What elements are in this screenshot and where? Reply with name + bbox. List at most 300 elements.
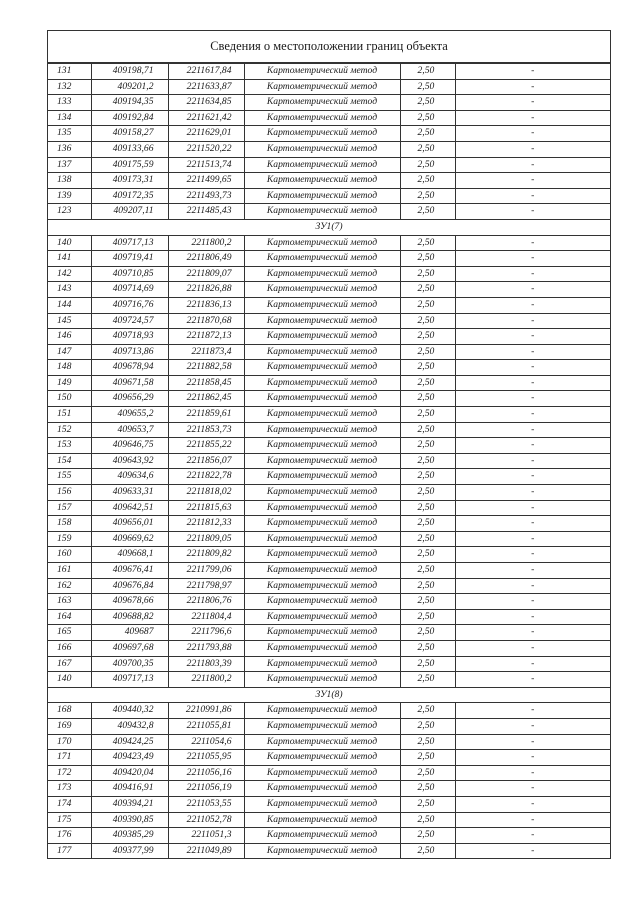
accuracy-cell: 2,50 bbox=[400, 79, 455, 95]
accuracy-cell: 2,50 bbox=[400, 500, 455, 516]
accuracy-cell: 2,50 bbox=[400, 609, 455, 625]
y-coordinate-cell: 2211855,22 bbox=[168, 438, 244, 454]
method-cell: Картометрический метод bbox=[244, 282, 400, 298]
point-number-cell: 140 bbox=[48, 235, 91, 251]
y-coordinate-cell: 2211796,6 bbox=[168, 625, 244, 641]
method-cell: Картометрический метод bbox=[244, 703, 400, 719]
description-cell: - bbox=[455, 781, 610, 797]
description-cell: - bbox=[455, 594, 610, 610]
y-coordinate-cell: 2211793,88 bbox=[168, 640, 244, 656]
y-coordinate-cell: 2211859,61 bbox=[168, 407, 244, 423]
x-coordinate-cell: 409669,62 bbox=[91, 531, 168, 547]
method-cell: Картометрический метод bbox=[244, 531, 400, 547]
point-number-cell: 153 bbox=[48, 438, 91, 454]
accuracy-cell: 2,50 bbox=[400, 765, 455, 781]
x-coordinate-cell: 409656,01 bbox=[91, 516, 168, 532]
x-coordinate-cell: 409714,69 bbox=[91, 282, 168, 298]
accuracy-cell: 2,50 bbox=[400, 656, 455, 672]
method-cell: Картометрический метод bbox=[244, 64, 400, 80]
y-coordinate-cell: 2211809,82 bbox=[168, 547, 244, 563]
table-row bbox=[48, 360, 610, 376]
description-cell: - bbox=[455, 64, 610, 80]
method-cell: Картометрический метод bbox=[244, 765, 400, 781]
y-coordinate-cell: 2211499,65 bbox=[168, 173, 244, 189]
accuracy-cell: 2,50 bbox=[400, 360, 455, 376]
point-number-cell: 140 bbox=[48, 672, 91, 688]
method-cell: Картометрический метод bbox=[244, 781, 400, 797]
method-cell: Картометрический метод bbox=[244, 656, 400, 672]
point-number-cell: 165 bbox=[48, 625, 91, 641]
method-cell: Картометрический метод bbox=[244, 563, 400, 579]
point-number-cell: 146 bbox=[48, 329, 91, 345]
x-coordinate-cell: 409416,91 bbox=[91, 781, 168, 797]
accuracy-cell: 2,50 bbox=[400, 375, 455, 391]
y-coordinate-cell: 2211054,6 bbox=[168, 734, 244, 750]
description-cell: - bbox=[455, 500, 610, 516]
table-row bbox=[48, 64, 610, 80]
point-number-cell: 166 bbox=[48, 640, 91, 656]
point-number-cell: 163 bbox=[48, 594, 91, 610]
y-coordinate-cell: 2211856,07 bbox=[168, 453, 244, 469]
description-cell: - bbox=[455, 235, 610, 251]
y-coordinate-cell: 2211513,74 bbox=[168, 157, 244, 173]
table-row bbox=[48, 796, 610, 812]
y-coordinate-cell: 2211809,07 bbox=[168, 266, 244, 282]
y-coordinate-cell: 2211798,97 bbox=[168, 578, 244, 594]
y-coordinate-cell: 2210991,86 bbox=[168, 703, 244, 719]
point-number-cell: 174 bbox=[48, 796, 91, 812]
description-cell: - bbox=[455, 79, 610, 95]
table-row bbox=[48, 609, 610, 625]
y-coordinate-cell: 2211862,45 bbox=[168, 391, 244, 407]
y-coordinate-cell: 2211799,06 bbox=[168, 563, 244, 579]
accuracy-cell: 2,50 bbox=[400, 796, 455, 812]
table-row bbox=[48, 251, 610, 267]
method-cell: Картометрический метод bbox=[244, 718, 400, 734]
x-coordinate-cell: 409668,1 bbox=[91, 547, 168, 563]
section-row bbox=[48, 219, 610, 235]
table-row bbox=[48, 110, 610, 126]
point-number-cell: 152 bbox=[48, 422, 91, 438]
y-coordinate-cell: 2211617,84 bbox=[168, 64, 244, 80]
x-coordinate-cell: 409678,66 bbox=[91, 594, 168, 610]
description-cell: - bbox=[455, 485, 610, 501]
table-row bbox=[48, 422, 610, 438]
accuracy-cell: 2,50 bbox=[400, 563, 455, 579]
accuracy-cell: 2,50 bbox=[400, 485, 455, 501]
description-cell: - bbox=[455, 438, 610, 454]
description-cell: - bbox=[455, 718, 610, 734]
point-number-cell: 173 bbox=[48, 781, 91, 797]
point-number-cell: 131 bbox=[48, 64, 91, 80]
x-coordinate-cell: 409201,2 bbox=[91, 79, 168, 95]
method-cell: Картометрический метод bbox=[244, 469, 400, 485]
table-row bbox=[48, 375, 610, 391]
y-coordinate-cell: 2211853,73 bbox=[168, 422, 244, 438]
method-cell: Картометрический метод bbox=[244, 672, 400, 688]
x-coordinate-cell: 409207,11 bbox=[91, 204, 168, 220]
x-coordinate-cell: 409175,59 bbox=[91, 157, 168, 173]
description-cell: - bbox=[455, 796, 610, 812]
table-row bbox=[48, 516, 610, 532]
table-row bbox=[48, 718, 610, 734]
table-row bbox=[48, 204, 610, 220]
method-cell: Картометрический метод bbox=[244, 625, 400, 641]
x-coordinate-cell: 409687 bbox=[91, 625, 168, 641]
table-row bbox=[48, 157, 610, 173]
y-coordinate-cell: 2211858,45 bbox=[168, 375, 244, 391]
point-number-cell: 123 bbox=[48, 204, 91, 220]
method-cell: Картометрический метод bbox=[244, 235, 400, 251]
point-number-cell: 159 bbox=[48, 531, 91, 547]
table-row bbox=[48, 547, 610, 563]
table-row bbox=[48, 594, 610, 610]
table-row bbox=[48, 843, 610, 859]
point-number-cell: 133 bbox=[48, 95, 91, 111]
x-coordinate-cell: 409440,32 bbox=[91, 703, 168, 719]
accuracy-cell: 2,50 bbox=[400, 578, 455, 594]
x-coordinate-cell: 409385,29 bbox=[91, 828, 168, 844]
method-cell: Картометрический метод bbox=[244, 79, 400, 95]
accuracy-cell: 2,50 bbox=[400, 204, 455, 220]
description-cell: - bbox=[455, 282, 610, 298]
table-row bbox=[48, 672, 610, 688]
point-number-cell: 171 bbox=[48, 750, 91, 766]
x-coordinate-cell: 409432,8 bbox=[91, 718, 168, 734]
method-cell: Картометрический метод bbox=[244, 640, 400, 656]
point-number-cell: 147 bbox=[48, 344, 91, 360]
method-cell: Картометрический метод bbox=[244, 422, 400, 438]
x-coordinate-cell: 409633,31 bbox=[91, 485, 168, 501]
x-coordinate-cell: 409194,35 bbox=[91, 95, 168, 111]
accuracy-cell: 2,50 bbox=[400, 594, 455, 610]
point-number-cell: 161 bbox=[48, 563, 91, 579]
accuracy-cell: 2,50 bbox=[400, 781, 455, 797]
method-cell: Картометрический метод bbox=[244, 110, 400, 126]
description-cell: - bbox=[455, 407, 610, 423]
y-coordinate-cell: 2211822,78 bbox=[168, 469, 244, 485]
method-cell: Картометрический метод bbox=[244, 173, 400, 189]
point-number-cell: 164 bbox=[48, 609, 91, 625]
x-coordinate-cell: 409676,41 bbox=[91, 563, 168, 579]
method-cell: Картометрический метод bbox=[244, 547, 400, 563]
description-cell: - bbox=[455, 625, 610, 641]
table-row bbox=[48, 500, 610, 516]
x-coordinate-cell: 409710,85 bbox=[91, 266, 168, 282]
accuracy-cell: 2,50 bbox=[400, 516, 455, 532]
coordinates-table bbox=[48, 63, 610, 859]
accuracy-cell: 2,50 bbox=[400, 251, 455, 267]
table-row bbox=[48, 485, 610, 501]
accuracy-cell: 2,50 bbox=[400, 110, 455, 126]
accuracy-cell: 2,50 bbox=[400, 95, 455, 111]
table-row bbox=[48, 703, 610, 719]
accuracy-cell: 2,50 bbox=[400, 422, 455, 438]
description-cell: - bbox=[455, 141, 610, 157]
x-coordinate-cell: 409642,51 bbox=[91, 500, 168, 516]
table-row bbox=[48, 79, 610, 95]
accuracy-cell: 2,50 bbox=[400, 828, 455, 844]
point-number-cell: 144 bbox=[48, 297, 91, 313]
x-coordinate-cell: 409697,68 bbox=[91, 640, 168, 656]
y-coordinate-cell: 2211870,68 bbox=[168, 313, 244, 329]
y-coordinate-cell: 2211520,22 bbox=[168, 141, 244, 157]
y-coordinate-cell: 2211056,19 bbox=[168, 781, 244, 797]
y-coordinate-cell: 2211800,2 bbox=[168, 672, 244, 688]
description-cell: - bbox=[455, 266, 610, 282]
method-cell: Картометрический метод bbox=[244, 95, 400, 111]
x-coordinate-cell: 409718,93 bbox=[91, 329, 168, 345]
y-coordinate-cell: 2211493,73 bbox=[168, 188, 244, 204]
accuracy-cell: 2,50 bbox=[400, 453, 455, 469]
accuracy-cell: 2,50 bbox=[400, 672, 455, 688]
method-cell: Картометрический метод bbox=[244, 485, 400, 501]
accuracy-cell: 2,50 bbox=[400, 235, 455, 251]
y-coordinate-cell: 2211055,81 bbox=[168, 718, 244, 734]
accuracy-cell: 2,50 bbox=[400, 344, 455, 360]
point-number-cell: 134 bbox=[48, 110, 91, 126]
table-row bbox=[48, 188, 610, 204]
description-cell: - bbox=[455, 360, 610, 376]
description-cell: - bbox=[455, 609, 610, 625]
description-cell: - bbox=[455, 672, 610, 688]
accuracy-cell: 2,50 bbox=[400, 313, 455, 329]
method-cell: Картометрический метод bbox=[244, 438, 400, 454]
table-row bbox=[48, 282, 610, 298]
x-coordinate-cell: 409173,31 bbox=[91, 173, 168, 189]
method-cell: Картометрический метод bbox=[244, 251, 400, 267]
x-coordinate-cell: 409133,66 bbox=[91, 141, 168, 157]
point-number-cell: 151 bbox=[48, 407, 91, 423]
y-coordinate-cell: 2211804,4 bbox=[168, 609, 244, 625]
point-number-cell: 149 bbox=[48, 375, 91, 391]
table-row bbox=[48, 235, 610, 251]
table-row bbox=[48, 563, 610, 579]
section-label: ЗУ1(7) bbox=[48, 219, 610, 235]
x-coordinate-cell: 409424,25 bbox=[91, 734, 168, 750]
x-coordinate-cell: 409423,49 bbox=[91, 750, 168, 766]
y-coordinate-cell: 2211882,58 bbox=[168, 360, 244, 376]
table-row bbox=[48, 828, 610, 844]
y-coordinate-cell: 2211809,05 bbox=[168, 531, 244, 547]
table-row bbox=[48, 266, 610, 282]
section-row bbox=[48, 687, 610, 703]
description-cell: - bbox=[455, 375, 610, 391]
method-cell: Картометрический метод bbox=[244, 734, 400, 750]
method-cell: Картометрический метод bbox=[244, 609, 400, 625]
method-cell: Картометрический метод bbox=[244, 157, 400, 173]
description-cell: - bbox=[455, 157, 610, 173]
method-cell: Картометрический метод bbox=[244, 344, 400, 360]
method-cell: Картометрический метод bbox=[244, 843, 400, 859]
description-cell: - bbox=[455, 204, 610, 220]
table-row bbox=[48, 126, 610, 142]
x-coordinate-cell: 409656,29 bbox=[91, 391, 168, 407]
table-row bbox=[48, 453, 610, 469]
x-coordinate-cell: 409192,84 bbox=[91, 110, 168, 126]
point-number-cell: 143 bbox=[48, 282, 91, 298]
y-coordinate-cell: 2211815,63 bbox=[168, 500, 244, 516]
x-coordinate-cell: 409394,21 bbox=[91, 796, 168, 812]
point-number-cell: 172 bbox=[48, 765, 91, 781]
point-number-cell: 135 bbox=[48, 126, 91, 142]
accuracy-cell: 2,50 bbox=[400, 625, 455, 641]
description-cell: - bbox=[455, 843, 610, 859]
y-coordinate-cell: 2211621,42 bbox=[168, 110, 244, 126]
table-row bbox=[48, 578, 610, 594]
accuracy-cell: 2,50 bbox=[400, 547, 455, 563]
accuracy-cell: 2,50 bbox=[400, 282, 455, 298]
x-coordinate-cell: 409172,35 bbox=[91, 188, 168, 204]
table-row bbox=[48, 95, 610, 111]
method-cell: Картометрический метод bbox=[244, 453, 400, 469]
method-cell: Картометрический метод bbox=[244, 204, 400, 220]
table-title: Сведения о местоположении границ объекта bbox=[48, 31, 610, 63]
method-cell: Картометрический метод bbox=[244, 796, 400, 812]
point-number-cell: 136 bbox=[48, 141, 91, 157]
point-number-cell: 142 bbox=[48, 266, 91, 282]
description-cell: - bbox=[455, 516, 610, 532]
accuracy-cell: 2,50 bbox=[400, 297, 455, 313]
accuracy-cell: 2,50 bbox=[400, 734, 455, 750]
method-cell: Картометрический метод bbox=[244, 188, 400, 204]
description-cell: - bbox=[455, 391, 610, 407]
method-cell: Картометрический метод bbox=[244, 407, 400, 423]
x-coordinate-cell: 409634,6 bbox=[91, 469, 168, 485]
y-coordinate-cell: 2211056,16 bbox=[168, 765, 244, 781]
accuracy-cell: 2,50 bbox=[400, 750, 455, 766]
point-number-cell: 175 bbox=[48, 812, 91, 828]
y-coordinate-cell: 2211634,85 bbox=[168, 95, 244, 111]
table-row bbox=[48, 438, 610, 454]
table-row bbox=[48, 625, 610, 641]
table-row bbox=[48, 640, 610, 656]
x-coordinate-cell: 409158,27 bbox=[91, 126, 168, 142]
accuracy-cell: 2,50 bbox=[400, 407, 455, 423]
y-coordinate-cell: 2211806,76 bbox=[168, 594, 244, 610]
accuracy-cell: 2,50 bbox=[400, 188, 455, 204]
y-coordinate-cell: 2211803,39 bbox=[168, 656, 244, 672]
accuracy-cell: 2,50 bbox=[400, 438, 455, 454]
y-coordinate-cell: 2211053,55 bbox=[168, 796, 244, 812]
method-cell: Картометрический метод bbox=[244, 391, 400, 407]
accuracy-cell: 2,50 bbox=[400, 843, 455, 859]
description-cell: - bbox=[455, 812, 610, 828]
point-number-cell: 167 bbox=[48, 656, 91, 672]
y-coordinate-cell: 2211872,13 bbox=[168, 329, 244, 345]
description-cell: - bbox=[455, 173, 610, 189]
y-coordinate-cell: 2211806,49 bbox=[168, 251, 244, 267]
boundary-table-frame bbox=[47, 30, 611, 859]
description-cell: - bbox=[455, 563, 610, 579]
description-cell: - bbox=[455, 734, 610, 750]
accuracy-cell: 2,50 bbox=[400, 703, 455, 719]
point-number-cell: 132 bbox=[48, 79, 91, 95]
description-cell: - bbox=[455, 110, 610, 126]
description-cell: - bbox=[455, 640, 610, 656]
table-row bbox=[48, 750, 610, 766]
description-cell: - bbox=[455, 750, 610, 766]
description-cell: - bbox=[455, 251, 610, 267]
table-row bbox=[48, 656, 610, 672]
point-number-cell: 139 bbox=[48, 188, 91, 204]
x-coordinate-cell: 409653,7 bbox=[91, 422, 168, 438]
y-coordinate-cell: 2211873,4 bbox=[168, 344, 244, 360]
x-coordinate-cell: 409700,35 bbox=[91, 656, 168, 672]
description-cell: - bbox=[455, 578, 610, 594]
y-coordinate-cell: 2211049,89 bbox=[168, 843, 244, 859]
x-coordinate-cell: 409688,82 bbox=[91, 609, 168, 625]
method-cell: Картометрический метод bbox=[244, 516, 400, 532]
point-number-cell: 158 bbox=[48, 516, 91, 532]
accuracy-cell: 2,50 bbox=[400, 812, 455, 828]
x-coordinate-cell: 409377,99 bbox=[91, 843, 168, 859]
y-coordinate-cell: 2211818,02 bbox=[168, 485, 244, 501]
method-cell: Картометрический метод bbox=[244, 126, 400, 142]
method-cell: Картометрический метод bbox=[244, 812, 400, 828]
description-cell: - bbox=[455, 95, 610, 111]
y-coordinate-cell: 2211052,78 bbox=[168, 812, 244, 828]
method-cell: Картометрический метод bbox=[244, 594, 400, 610]
x-coordinate-cell: 409671,58 bbox=[91, 375, 168, 391]
point-number-cell: 148 bbox=[48, 360, 91, 376]
table-row bbox=[48, 765, 610, 781]
accuracy-cell: 2,50 bbox=[400, 266, 455, 282]
point-number-cell: 138 bbox=[48, 173, 91, 189]
x-coordinate-cell: 409678,94 bbox=[91, 360, 168, 376]
method-cell: Картометрический метод bbox=[244, 360, 400, 376]
description-cell: - bbox=[455, 469, 610, 485]
accuracy-cell: 2,50 bbox=[400, 391, 455, 407]
table-row bbox=[48, 297, 610, 313]
description-cell: - bbox=[455, 297, 610, 313]
point-number-cell: 170 bbox=[48, 734, 91, 750]
accuracy-cell: 2,50 bbox=[400, 126, 455, 142]
point-number-cell: 162 bbox=[48, 578, 91, 594]
table-row bbox=[48, 344, 610, 360]
description-cell: - bbox=[455, 531, 610, 547]
x-coordinate-cell: 409198,71 bbox=[91, 64, 168, 80]
x-coordinate-cell: 409646,75 bbox=[91, 438, 168, 454]
y-coordinate-cell: 2211826,88 bbox=[168, 282, 244, 298]
method-cell: Картометрический метод bbox=[244, 297, 400, 313]
point-number-cell: 156 bbox=[48, 485, 91, 501]
point-number-cell: 157 bbox=[48, 500, 91, 516]
table-row bbox=[48, 812, 610, 828]
point-number-cell: 154 bbox=[48, 453, 91, 469]
section-label: ЗУ1(8) bbox=[48, 687, 610, 703]
y-coordinate-cell: 2211485,43 bbox=[168, 204, 244, 220]
point-number-cell: 177 bbox=[48, 843, 91, 859]
point-number-cell: 169 bbox=[48, 718, 91, 734]
method-cell: Картометрический метод bbox=[244, 329, 400, 345]
description-cell: - bbox=[455, 453, 610, 469]
y-coordinate-cell: 2211629,01 bbox=[168, 126, 244, 142]
method-cell: Картометрический метод bbox=[244, 578, 400, 594]
point-number-cell: 150 bbox=[48, 391, 91, 407]
description-cell: - bbox=[455, 422, 610, 438]
point-number-cell: 145 bbox=[48, 313, 91, 329]
description-cell: - bbox=[455, 765, 610, 781]
x-coordinate-cell: 409719,41 bbox=[91, 251, 168, 267]
table-row bbox=[48, 329, 610, 345]
accuracy-cell: 2,50 bbox=[400, 141, 455, 157]
point-number-cell: 160 bbox=[48, 547, 91, 563]
accuracy-cell: 2,50 bbox=[400, 469, 455, 485]
method-cell: Картометрический метод bbox=[244, 141, 400, 157]
accuracy-cell: 2,50 bbox=[400, 329, 455, 345]
description-cell: - bbox=[455, 344, 610, 360]
